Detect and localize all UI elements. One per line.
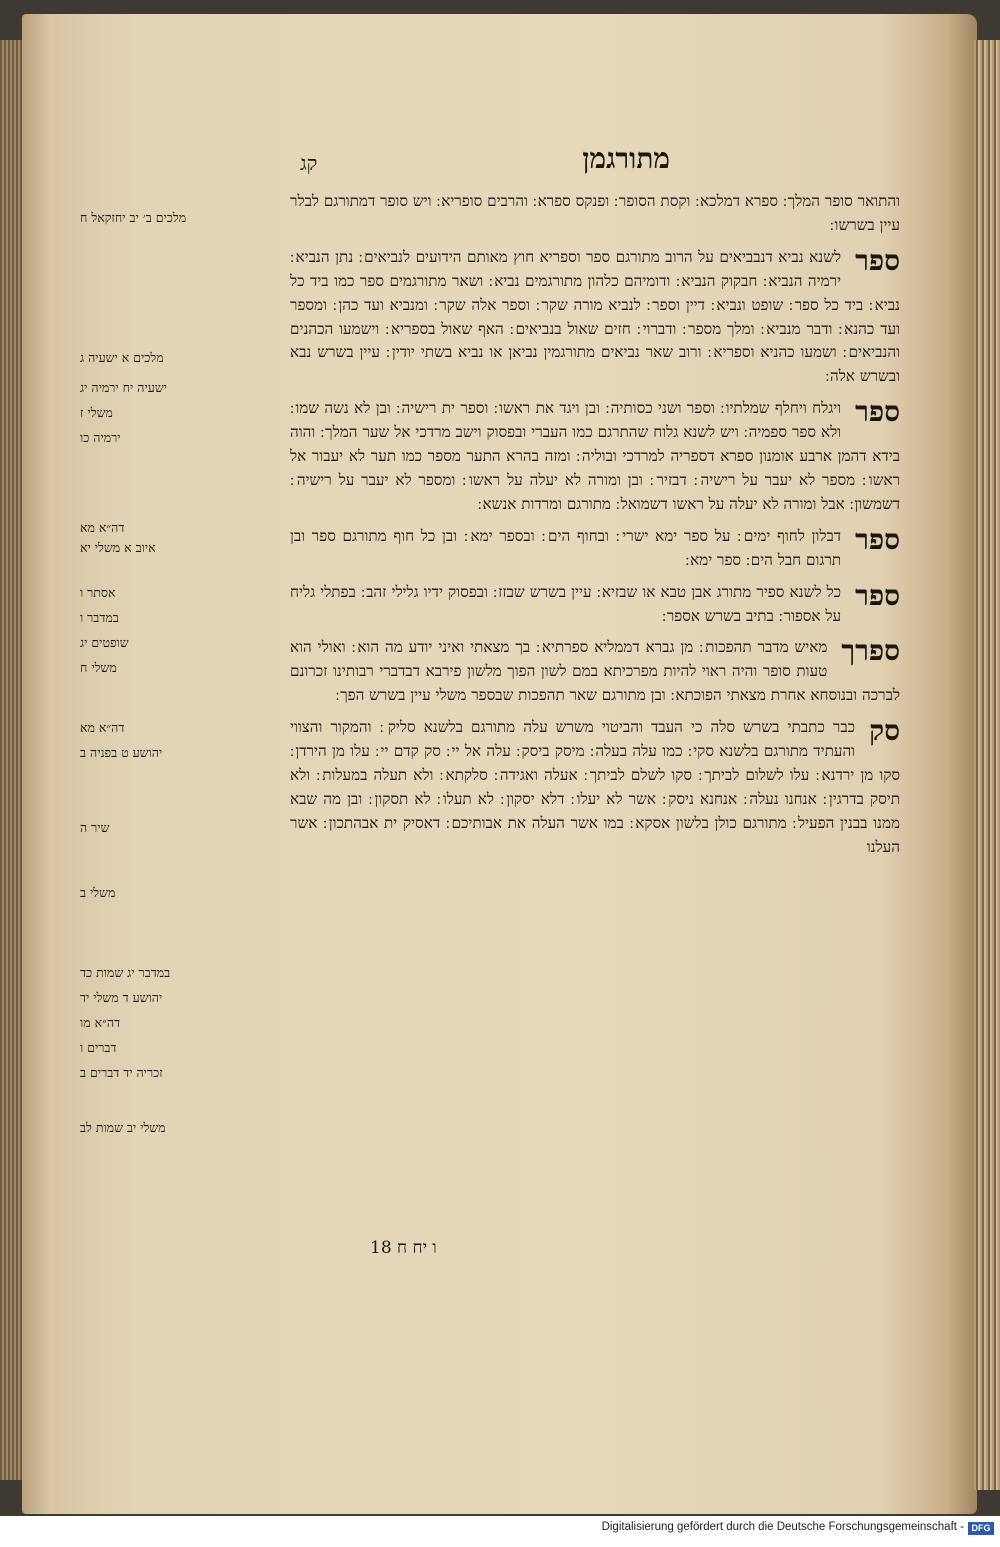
margin-reference: אסתר ו [80, 585, 116, 600]
margin-reference: דברים ו [80, 1040, 117, 1055]
margin-reference: ישעיה יח ירמיה יג [80, 380, 167, 395]
entry [290, 581, 900, 629]
margin-reference: מלכים א ישעיה ג [80, 350, 164, 365]
margin-reference: משלי ב [80, 885, 116, 900]
margin-reference: יהושע ט בפניה ב [80, 745, 163, 760]
entry-text: כבר כתבתי בשרש סלה כי העבד והביטוי משרש עלה מתורגם בלשנא סליק ׃ והמקור והצווי והעתיד מתורגם בלשנא סקי ׃ כמו עלה בעלה ׃ מיסק ביסק ׃ עלה אל יי ׃ סק קדם יי ׃ עלו מן הירדן ׃ סקו מן ירדנא ׃ עלו לשלום לביתך ׃ סקו לשלם לביתך ׃ אעלה ואגידה ׃ סלקתא ׃ ולא תעלה במעלות ׃ ולא תיסק בדרגין ׃ אנחנו נעלה ׃ אנחנא ניסק ׃ אשר לא יעלו ׃ דלא יסקון ׃ לא תעלו ׃ לא תסקון ׃ ובן מה שבא ממנו בבנין הפעיל ׃ מתורגם כולן בלשון אסקא ׃ במו אשר העלה את אבותיכם ׃ דאסיק ית אבהתכון ׃ אשר העלנו [290, 718, 900, 856]
margin-reference: משלי יב שמות לב [80, 1120, 166, 1135]
margin-reference: דה״א מו [80, 1015, 121, 1030]
entry [290, 525, 900, 573]
margin-reference: משלי ז [80, 405, 113, 420]
entry-text: כל לשנא ספיר מתורג אבן טבא או שבזיא ׃ עיין בשרש שבזז ׃ ובפסוק ידיו גלילי זהב ׃ בפתלי גליח על אספור ׃ בתיב בשרש אספר ׃ [290, 582, 842, 625]
margin-reference: דה״א מא [80, 520, 125, 535]
entry-text: והתואר סופר המלך ׃ ספרא דמלכא ׃ וקסת הסופר ׃ ופנקס ספרא ׃ והרבים סופריא ׃ ויש סופר דמתורגם לבלר עיין בשרשו ׃ [290, 192, 900, 234]
entry [290, 397, 900, 517]
headword: סק [869, 716, 900, 748]
main-column [290, 190, 900, 868]
entry [290, 716, 900, 859]
margin-reference: איוב א משלי יא [80, 540, 156, 555]
margin-reference: במדבר ו [80, 610, 119, 625]
headword: ספר [855, 524, 900, 556]
page-header [300, 142, 670, 176]
margin-reference: שופטים יג [80, 635, 129, 650]
folio-number: קג [300, 151, 318, 175]
running-title: מתורגמן [582, 142, 670, 175]
margin-reference: יהושע ד משלי יד [80, 990, 163, 1005]
headword: ספר [855, 397, 900, 429]
margin-reference: ירמיה כו [80, 430, 121, 445]
entry-text: לשנא נביא דנבביאים על הרוב מתורגם ספר וספריא חוץ מאותם הידועים לנביאים ׃ נתן הנביא ׃ ירמיה הנביא ׃ חבקוק הנביא ׃ ודומיהם כלהון מתורגמים נביא ׃ ושאר מתורגמים ספר כמו ביד כל נביא ׃ ביד כל ספר ׃ שופט ונביא ׃ דיין וספר ׃ לנביא מורה שקר ׃ וספר אלה שקר ׃ ומנביא ועד כהן ׃ ומספר ועד כהנא ׃ ודבר מנביא ׃ ומלך מספר ׃ ודברוי ׃ חזים שאול בנביאים ׃ האף שאול בספריא ׃ וישמעו הכהנים והנביאים ׃ ושמעו כהניא וספריא ׃ ורוב שאר נביאים מתורגמין נביאן או נביא בשתי יודין ׃ עיין בשרש נבא ובשרש אלה ׃ [290, 247, 900, 386]
page-edge-right [974, 40, 1000, 1490]
headword: ספר [855, 245, 900, 277]
entry [290, 190, 900, 238]
headword: ספרך [841, 636, 900, 668]
margin-reference: מלכים ב׳ יב יחזקאל ח [80, 210, 187, 225]
margin-reference: דה״א מא [80, 720, 125, 735]
margin-reference: שיר ה [80, 820, 110, 835]
margin-reference: במדבר יג שמות כד [80, 965, 171, 980]
margin-reference: משלי ח [80, 660, 117, 675]
dfg-logo: DFG [968, 1522, 994, 1535]
margin-reference: זכריה יד דברים ב [80, 1065, 163, 1080]
entry [290, 636, 900, 708]
entry-text: דבלון לחוף ימים ׃ על ספר ימא ישרי ׃ ובחוף הים ׃ ובספר ימא ׃ ובן כל חוף מתורגם ספר ובן תרגום חבל הים ׃ ספר ימא ׃ [290, 526, 842, 569]
entry-text: מאיש מדבר תהפכות ׃ מן גברא דממליא ספרתיא ׃ בך מצאתי ואיני יודע מה הוא ׃ ואולי הוא טעות סופר והיה ראוי להיות מפרכיתא במם לשון הפוך מלשון פירבא דבדברי רבותינו זכרונם לברכה ובנוסחא אחרת מצאתי הפוכתא ׃ ובן מתורגם שאר תהפכות שבספר משלי עיין בשרש הפך ׃ [290, 638, 900, 705]
printer-signature: 18 ו יח ח [370, 1238, 437, 1258]
entry-text: ויגלח ויחלף שמלתיו ׃ וספר ושני כסותיה ׃ ובן ויגד את ראשו ׃ וספר ית רישיה ׃ ובן לא נשה שמו ׃ ולא ספר ספמיה ׃ ויש לשנא גלוח שהתרגם כמו העברי ובפסוק וישב מרדכי אל שער המלך ׃ והוה בידא דהמן ארבע אומנון ספרא דספריה למרדכי ובוליה ׃ ומזה בהרא התער מספר כמו תער לא יעבור אל ראשו ׃ מספר לא יעבר על רישיה ׃ דבזיר ׃ ובן ומורה לא יעלה על ראשו ׃ ומספר לא יעבר על רישיה ׃ דשמשון ׃ אבל ומורה לא יעלה על ראשו דשמואל ׃ מתורגם ומרדות אנשא ׃ [290, 399, 900, 513]
footer-credit: Digitalisierung gefördert durch die Deutsche Forschungsgemeinschaft - [601, 1521, 964, 1533]
page-edge-left [0, 40, 22, 1480]
headword: ספר [855, 580, 900, 612]
entry [290, 246, 900, 389]
